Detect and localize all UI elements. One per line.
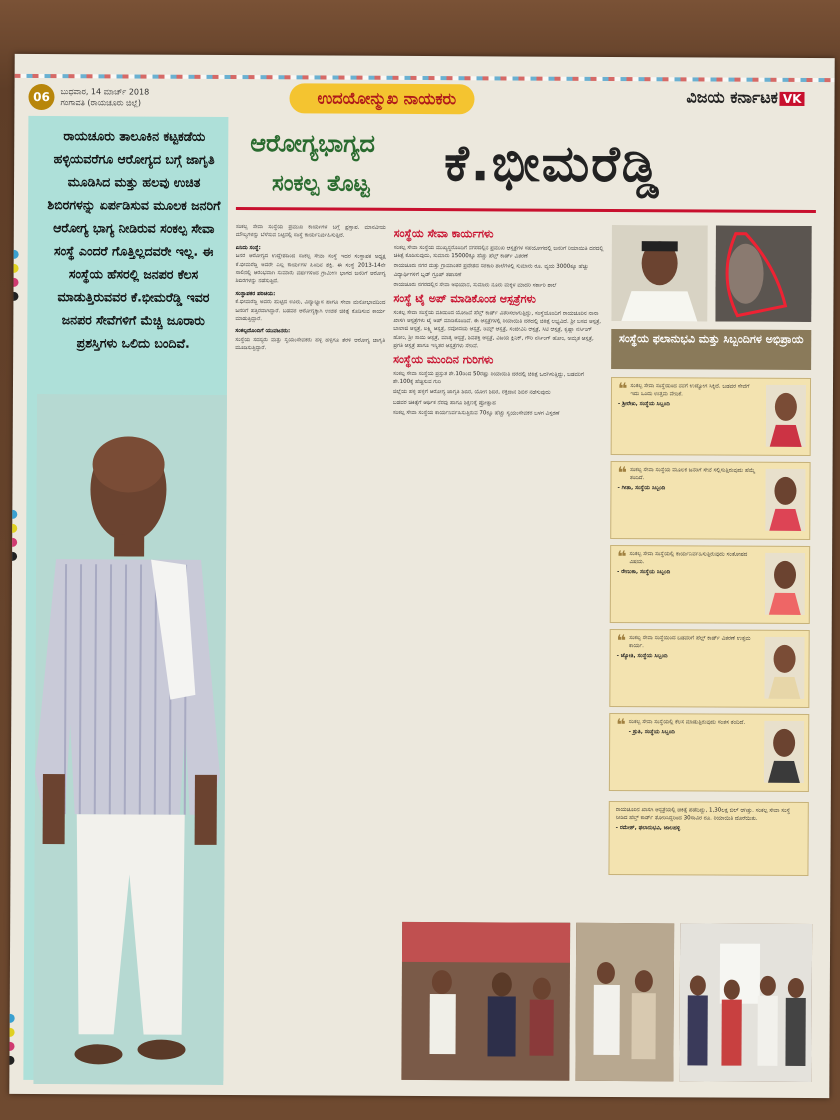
goals-item: ಬಡವರ ಚಿಕಿತ್ಸೆಗೆ ಆರ್ಥಿಕ ನೆರವು ಹಾಗೂ ಶಿಕ್ಷಣಕ್ಕೆ ಪ್ರೋತ್ಸಾಹ xyxy=(392,399,496,407)
goals-item: ಸಂಕಲ್ಪ ಸೇವಾ ಸಂಸ್ಥೆಯ ಕಾರ್ಯನಿರ್ವಹಿಸುತ್ತಿರುವ 70ಕ್ಕೂ ಹೆಚ್ಚು ಸ್ವಯಂಸೇವಕರ ಬಳಗ ವಿಸ್ತರಣೆ xyxy=(392,409,560,417)
services-item: ರಾಯಚೂರು ನಗರ ಮತ್ತು ಗ್ರಾಮಾಂತರ ಪ್ರದೇಶದ ಸರಕಾರಿ ಶಾಲೆಗಳಲ್ಲಿ ಸುಮಾರು ರೂ. ವ್ಯಯ 3000ಕ್ಕೂ ಹೆಚ್ಚು ವಿದ್ಯಾರ್ಥಿಗಳಿಗೆ ಬ್ಲಡ್ ಗ್ರೂಪ್ ತಪಾಸಣೆ xyxy=(393,263,589,278)
middle-column xyxy=(390,224,604,921)
photo-bheemareddy-standing xyxy=(33,394,227,1085)
headline-line-1: ಆರೋಗ್ಯಭಾಗ್ಯದ xyxy=(250,129,376,158)
testimonial-text: ರಾಯಚೂರಿನ ಖಾಸಗಿ ಆಸ್ಪತ್ರೆಯಲ್ಲಿ ಚಿಕಿತ್ಸೆ ಪಡೆದಿದ್ದು, 1,30ಲಕ್ಷ ಬಿಲ್ ಆಗಿತ್ತು. ಸಂಕಲ್ಪ ಸೇವಾ ಸಂಸ್ಥೆ ನೀಡಿದ ಹೆಲ್ತ್ ಕಾರ್ಡ್ ತೋರಿಸಿದ್ದರಿಂದ 30ಸಾವಿರ ರೂ. ರಿಯಾಯಿತಿ ದೊರೆಯಿತು. xyxy=(615,807,791,822)
goals-item: ಜಿಲ್ಲೆಯ ಹಳ್ಳಿ ಹಳ್ಳಿಗೆ ಆರೋಗ್ಯ ಜಾಗೃತಿ ಶಿಬಿರ, ಯೋಗ ಶಿಬಿರ, ರಕ್ತದಾನ ಶಿಬಿರ ನಡೆಸುವುದು xyxy=(392,389,551,397)
testimonial-photo xyxy=(764,721,804,783)
article-subhead-c: ಸಂಕಲ್ಪದೊಂದಿಗೆ ಯುವಜನರು: xyxy=(235,328,291,335)
hospitals-title: ಸಂಸ್ಥೆ ಟೈ ಅಪ್ ಮಾಡಿಕೊಂಡ ಆಸ್ಪತ್ರೆಗಳು xyxy=(393,291,536,306)
testimonials-title: ಸಂಸ್ಥೆಯ ಫಲಾನುಭವಿ ಮತ್ತು ಸಿಬ್ಬಂದಿಗಳ ಅಭಿಪ್ರಾಯ xyxy=(611,329,811,370)
masthead-text: ವಿಜಯ ಕರ್ನಾಟಕ xyxy=(686,87,778,107)
testimonial-card-beneficiary xyxy=(608,801,808,876)
portrait-photo xyxy=(611,225,708,322)
testimonial-card xyxy=(610,461,810,540)
testimonial-photo xyxy=(766,385,806,447)
headline-line-2: ಸಂಕಲ್ಪ ತೊಟ್ಟ xyxy=(271,171,370,197)
place-text: ಗಂಗಾವತಿ (ರಾಯಚೂರು ಜಿಲ್ಲೆ) xyxy=(60,98,142,108)
testimonial-text: ಸಂಕಲ್ಪ ಸೇವಾ ಸಂಸ್ಥೆಯಲ್ಲಿ ಕೆಲಸ ಮಾಡುತ್ತಿರುವುದು ಸಂತಸ ತಂದಿದೆ. xyxy=(628,719,746,726)
right-column xyxy=(608,225,812,906)
services-item: ಸಂಕಲ್ಪ ಸೇವಾ ಸಂಸ್ಥೆಯ ಮುಖ್ಯಸ್ಥರೊಂದಿಗೆ ನಗರದಲ್ಲಿನ ಪ್ರಮುಖ ಆಸ್ಪತ್ರೆಗಳ ಸಹಯೋಗದಲ್ಲಿ ಜನರಿಗೆ ರಿಯಾಯಿತಿ ದರದಲ್ಲಿ ಚಿಕಿತ್ಸೆ ಕೊಡಿಸುವುದು, ಸುಮಾರು 15000ಕ್ಕೂ ಹೆಚ್ಚು ಹೆಲ್ತ್ ಕಾರ್ಡ್ ವಿತರಣೆ xyxy=(393,244,604,260)
headline-divider xyxy=(236,207,816,213)
article-subhead-a: ಏನಿದು ಸಂಸ್ಥೆ: xyxy=(235,244,261,251)
testimonial-photo xyxy=(765,553,805,615)
date-line xyxy=(60,86,149,108)
page-number: 06 xyxy=(28,84,54,110)
testimonial-author: - ಶ್ರೀರೇಖ, ಸಂಸ್ಥೆಯ ಸಿಬ್ಬಂದಿ xyxy=(617,401,670,408)
masthead xyxy=(686,87,804,108)
quote-icon: ❝ xyxy=(616,715,626,735)
masthead-badge: VK xyxy=(780,92,805,106)
quote-icon: ❝ xyxy=(616,631,627,651)
article-body xyxy=(231,223,385,1082)
newspaper-page xyxy=(9,54,834,1098)
hospitals-text: ಸಂಕಲ್ಪ ಸೇವಾ ಸಂಸ್ಥೆಯ ವತಿಯಿಂದ ಯೋಜನೆ ಹೆಲ್ತ್ ಕಾರ್ಡ್ ವಿತರಿಸಲಾಗುತ್ತಿದ್ದು, ಸಂಸ್ಥೆಯೊಂದಿಗೆ ರಾಯಚೂರಿನ ನಾನಾ ಖಾಸಗಿ ಆಸ್ಪತ್ರೆಗಳು ಟೈ ಅಪ್ ಮಾಡಿಕೊಂಡಿವೆ. ಈ ಆಸ್ಪತ್ರೆಗಳಲ್ಲಿ ರಿಯಾಯಿತಿ ದರದಲ್ಲಿ ಚಿಕಿತ್ಸೆ ಲಭ್ಯವಿದೆ. ಶ್ರೀ ಬಸವ ಆಸ್ಪತ್ರೆ, ಬಾಲಾಜಿ ಆಸ್ಪತ್ರೆ, ಲಕ್ಷ್ಮಿ ಆಸ್ಪತ್ರೆ, ನವೋದಯ ಆಸ್ಪತ್ರೆ, ರಿಮ್ಸ್ ಆಸ್ಪತ್ರೆ, ಸಂಜೀವಿನಿ ಆಸ್ಪತ್ರೆ, ಸಿಟಿ ಆಸ್ಪತ್ರೆ, ಕೃಷ್ಣಾ ನರ್ಸಿಂಗ್ ಹೋಂ, ಶ್ರೀ ಸಾಯಿ ಆಸ್ಪತ್ರೆ, ಮಾತೃ ಆಸ್ಪತ್ರೆ, ಶಿವಶಕ್ತಿ ಆಸ್ಪತ್ರೆ, ವಿಜಯ ಕ್ಲಿನಿಕ್, ಗೌರಿ ನರ್ಸಿಂಗ್ ಹೋಂ, ಅಮೃತ ಆಸ್ಪತ್ರೆ, ಪ್ರಗತಿ ಆಸ್ಪತ್ರೆ ಹಾಗೂ ಇನ್ನಿತರ ಆಸ್ಪತ್ರೆಗಳು ಸೇರಿವೆ. xyxy=(393,309,602,350)
article-para-4: ಸಂಸ್ಥೆಯ ಸದಸ್ಯರು ಮತ್ತು ಸ್ವಯಂಸೇವಕರು ಹಳ್ಳಿ ಹಳ್ಳಿಗೂ ತೆರಳಿ ಆರೋಗ್ಯ ಜಾಗೃತಿ ಮೂಡಿಸುತ್ತಿದ್ದಾರೆ. xyxy=(235,336,386,352)
testimonial-text: ಸಂಕಲ್ಪ ಸೇವಾ ಸಂಸ್ಥೆಯಿಂದ ನನಗೆ ಉದ್ಯೋಗ ಸಿಕ್ಕಿದೆ. ಬಡವರ ಸೇವೆಗೆ ಇದು ಒಂದು ಉತ್ತಮ ವೇದಿಕೆ. xyxy=(630,383,750,398)
testimonial-author: - ರಮೇಶ್, ಫಲಾನುಭವಿ, ಜಾಲಹಳ್ಳಿ xyxy=(615,825,681,832)
testimonial-card xyxy=(609,713,809,792)
date-text: ಬುಧವಾರ, 14 ಮಾರ್ಚ್ 2018 xyxy=(60,87,150,97)
event-photo-2 xyxy=(575,923,674,1082)
testimonial-author: - ಜ್ಯೋತಿ, ಸಂಸ್ಥೆಯ ಸಿಬ್ಬಂದಿ xyxy=(616,653,668,660)
testimonial-card xyxy=(609,629,809,708)
article-para-2: ಜನರ ಆರೋಗ್ಯದ ಉದ್ದೇಶದಿಂದ ಸಂಕಲ್ಪ ಸೇವಾ ಸಂಸ್ಥೆ ಇದರ ಸಂಸ್ಥಾಪಕ ಅಧ್ಯಕ್ಷ ಕೆ.ಭೀಮರೆಡ್ಡಿ ಅವರೇ ಎಲ್ಲ ಕಾರ್ಯಗಳ ಹಿಂದಿನ ಶಕ್ತಿ. ಈ ಸಂಸ್ಥೆ 2013-14ನೇ ಸಾಲಿನಲ್ಲಿ ಆರಂಭವಾಗಿ ಸುಮಾರು ವರ್ಷಗಳಿಂದ ಗ್ರಾಮೀಣ ಭಾಗದ ಜನರಿಗೆ ಆರೋಗ್ಯ ಶಿಬಿರಗಳನ್ನು ನಡೆಸುತ್ತಿದೆ. xyxy=(235,253,386,285)
article-para-3: ಕೆ.ಭೀಮರೆಡ್ಡಿ ಅವರು ಹುಟ್ಟಿದ ಊರು, ವಿದ್ಯಾಭ್ಯಾಸ ಹಾಗೂ ಸೇವಾ ಮನೋಭಾವದಿಂದ ಜನರಿಗೆ ಹತ್ತಿರವಾಗಿದ್ದಾರೆ. ಬಡವರ ಆರೋಗ್ಯಕ್ಕಾಗಿ ಉಚಿತ ಚಿಕಿತ್ಸೆ ಕೊಡಿಸುವ ಕಾರ್ಯ ಮಾಡುತ್ತಿದ್ದಾರೆ. xyxy=(235,299,386,323)
testimonial-card xyxy=(610,545,810,624)
quote-icon: ❝ xyxy=(617,379,628,399)
section-title: ಉದಯೋನ್ಮುಖ ನಾಯಕರು xyxy=(289,83,474,114)
portrait-photo-blurred xyxy=(715,226,812,323)
headline-name: ಕೆ.ಭೀಮರೆಡ್ಡಿ xyxy=(444,134,661,194)
article-subhead-b: ಸಂಸ್ಥಾಪಕರ ಪರಿಚಯ: xyxy=(235,290,276,298)
goals-title: ಸಂಸ್ಥೆಯ ಮುಂದಿನ ಗುರಿಗಳು xyxy=(393,352,494,367)
registration-dots xyxy=(9,1014,17,1070)
quote-icon: ❝ xyxy=(617,463,627,483)
color-registration-strip xyxy=(15,74,835,82)
testimonial-text: ಸಂಕಲ್ಪ ಸೇವಾ ಸಂಸ್ಥೆಯ ಮೂಲಕ ಜನರಿಗೆ ಸೇವೆ ಸಲ್ಲಿಸುತ್ತಿರುವುದು ಹೆಮ್ಮೆ ತಂದಿದೆ. xyxy=(629,467,756,482)
testimonial-text: ಸಂಕಲ್ಪ ಸೇವಾ ಸಂಸ್ಥೆಯಲ್ಲಿ ಕಾರ್ಯನಿರ್ವಹಿಸುತ್ತಿರುವುದು ಸಂತೋಷದ ವಿಷಯ. xyxy=(629,551,748,566)
services-item: ರಾಯಚೂರು ನಗರದಲ್ಲಿನ ಸೇವಾ ಅಭಿಯಾನ, ಸುಮಾರು ನೂರು ಮಕ್ಕಳ ಮಾದರಿ ಸರ್ಕಾರಿ ಶಾಲೆ xyxy=(393,281,557,289)
testimonial-author: - ಗೀತಾ, ಸಂಸ್ಥೆಯ ಸಿಬ್ಬಂದಿ xyxy=(617,485,666,492)
event-photo-3 xyxy=(679,923,812,1082)
testimonial-text: ಸಂಕಲ್ಪ ಸೇವಾ ಸಂಸ್ಥೆಯಿಂದ ಬಡವರಿಗೆ ಹೆಲ್ತ್ ಕಾರ್ಡ್ ವಿತರಣೆ ಉತ್ತಮ ಕಾರ್ಯ. xyxy=(629,635,751,650)
testimonial-author: - ರೇಣುಕಾ, ಸಂಸ್ಥೆಯ ಸಿಬ್ಬಂದಿ xyxy=(617,569,671,576)
testimonial-card xyxy=(611,377,811,456)
event-photo-1 xyxy=(401,922,570,1081)
article-para-1: ಸಂಕಲ್ಪ ಸೇವಾ ಸಂಸ್ಥೆಯ ಪ್ರಮುಖ ಕಾರ್ಯಗಳ ಬಗ್ಗೆ ಪ್ರಸ್ತಾಪ. ಮಾನವೀಯ ಮೌಲ್ಯಗಳನ್ನು ಬೆಳೆಸುವ ನಿಟ್ಟಿನಲ್ಲಿ ಸಂಸ್ಥೆ ಕಾರ್ಯನಿರ್ವಹಿಸುತ್ತಿದೆ. xyxy=(235,224,386,239)
goals-item: ಸಂಕಲ್ಪ ಸೇವಾ ಸಂಸ್ಥೆಯ ಪ್ರಸ್ತುತ ಶೇ.10ರಿಂದ 50ರಷ್ಟು ರಿಯಾಯಿತಿ ದರದಲ್ಲಿ ಚಿಕಿತ್ಸೆ ಒದಗಿಸುತ್ತಿದ್ದು, ಬಡವರಿಗೆ ಶೇ.100ಕ್ಕೆ ಹೆಚ್ಚಿಸುವ ಗುರಿ xyxy=(392,370,584,386)
testimonial-author: - ಶ್ರುತಿ, ಸಂಸ್ಥೆಯ ಸಿಬ್ಬಂದಿ xyxy=(628,729,675,736)
testimonial-photo xyxy=(764,637,804,699)
services-title: ಸಂಸ್ಥೆಯ ಸೇವಾ ಕಾರ್ಯಗಳು xyxy=(393,226,494,241)
quote-icon: ❝ xyxy=(617,547,627,567)
testimonial-photo xyxy=(765,469,805,531)
pull-quote: ರಾಯಚೂರು ತಾಲೂಕಿನ ಕಟ್ಟಕಡೆಯ ಹಳ್ಳಿಯವರೆಗೂ ಆರೋಗ್ಯದ ಬಗ್ಗೆ ಜಾಗೃತಿ ಮೂಡಿಸಿದ ಮತ್ತು ಹಲವು ಉಚಿತ ಶಿಬಿರಗಳನ್ನು ಏರ್ಪಡಿಸುವ ಮೂಲಕ ಜನರಿಗೆ ಆರೋಗ್ಯ ಭಾಗ್ಯ ನೀಡಿರುವ ಸಂಕಲ್ಪ ಸೇವಾ ಸಂಸ್ಥೆ ಎಂದರೆ ಗೊತ್ತಿಲ್ಲದವರೇ ಇಲ್ಲ. ಈ ಸಂಸ್ಥೆಯ ಹೆಸರಲ್ಲಿ ಜನಪರ ಕೆಲಸ ಮಾಡುತ್ತಿರುವವರ ಕೆ.ಭೀಮರೆಡ್ಡಿ ಇವರ ಜನಪರ ಸೇವೆಗಳಿಗೆ ಮೆಚ್ಚಿ ಜೂರಾರು ಪ್ರಶಸ್ತಿಗಳು ಒಲಿದು ಬಂದಿವೆ. xyxy=(47,128,221,351)
